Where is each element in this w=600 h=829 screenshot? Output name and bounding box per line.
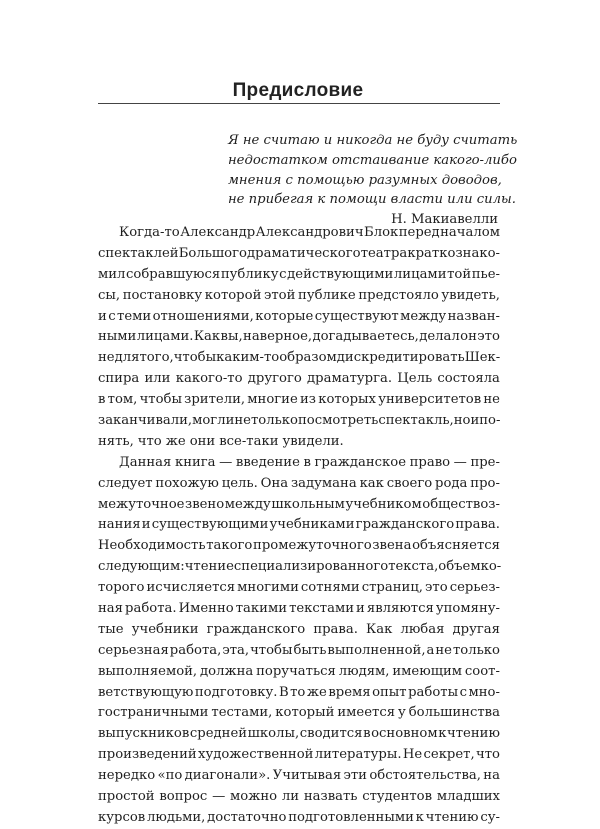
word: тые <box>98 621 124 637</box>
word: подготовленными <box>288 809 414 825</box>
word: эта, <box>222 642 250 658</box>
word: в <box>303 454 311 470</box>
word: курсов <box>98 809 146 825</box>
word: зрители, <box>184 392 246 408</box>
word: чтению <box>447 726 500 742</box>
paragraph-line <box>98 223 500 244</box>
word: действующими <box>287 266 394 282</box>
paragraph-line <box>98 641 500 662</box>
word: публику <box>220 266 279 282</box>
paragraph-line <box>98 411 500 432</box>
word: том, <box>107 392 138 408</box>
word: которых <box>318 392 376 408</box>
word: чтобы <box>139 392 182 408</box>
word: серьез- <box>449 580 500 596</box>
word: выпускников <box>98 726 190 742</box>
word: существуют <box>314 308 399 324</box>
word: между <box>224 496 271 512</box>
word: увидели. <box>282 433 344 449</box>
paragraph-line <box>98 662 500 683</box>
word: людьми, <box>146 809 206 825</box>
paragraph-line <box>98 453 500 474</box>
word: пье- <box>471 266 500 282</box>
word: же <box>165 433 186 449</box>
word: нания <box>98 517 141 533</box>
word: текста, <box>388 559 439 575</box>
paragraph-line <box>98 390 500 411</box>
word: и <box>470 413 480 429</box>
word: и <box>98 308 107 324</box>
epigraph-line: Я не считаю и никогда не буду считать <box>228 133 518 148</box>
word: отношениями, <box>152 308 254 324</box>
word: учебниками <box>269 517 355 533</box>
word: как <box>359 475 384 491</box>
word: «по <box>157 768 183 784</box>
word: время <box>328 684 371 700</box>
paragraph-line <box>98 620 500 641</box>
word: средней <box>189 726 248 742</box>
paragraph-line <box>98 536 500 557</box>
word: объясняется <box>412 538 500 554</box>
word: про- <box>470 475 500 491</box>
paragraph-line <box>98 703 500 724</box>
word: тестами, <box>211 705 273 721</box>
word: литературы. <box>314 747 402 763</box>
paragraph-line <box>98 578 500 599</box>
word: того, <box>139 350 174 366</box>
word: школьным <box>271 496 345 512</box>
word: к <box>438 726 447 742</box>
word: лицами. <box>136 329 194 345</box>
word: произведений <box>98 747 197 763</box>
word: объем <box>438 559 481 575</box>
word: предстояло <box>358 287 439 303</box>
word: чтобы <box>173 350 217 366</box>
word: гражданское <box>314 454 407 470</box>
word: такого <box>206 538 253 554</box>
word: спектаклей <box>98 245 179 261</box>
word: лицами <box>393 266 447 282</box>
word: многими <box>237 580 299 596</box>
word: в <box>363 726 371 742</box>
paragraph-line <box>98 724 500 745</box>
paragraph-line <box>98 683 500 704</box>
word: Блок <box>364 225 399 240</box>
word: — <box>212 789 226 805</box>
word: не <box>234 413 251 429</box>
word: — <box>219 454 233 470</box>
word: мно- <box>468 684 500 700</box>
word: право <box>409 454 451 470</box>
word: быть <box>293 642 327 658</box>
word: секрет, <box>423 747 475 763</box>
word: упомяну- <box>435 601 500 617</box>
word: рода <box>435 475 468 491</box>
word: своего <box>386 475 433 491</box>
word: школы, <box>247 726 300 742</box>
word: делал <box>419 329 460 345</box>
word: каким-то <box>216 350 280 366</box>
word: публике <box>298 287 356 303</box>
word: имеется <box>337 705 396 721</box>
word: должна <box>200 663 254 679</box>
word: Именно <box>178 601 234 617</box>
word: сы, <box>98 287 121 303</box>
paragraph-line <box>98 515 500 536</box>
word: ными <box>98 329 137 345</box>
word: диагонали». <box>184 768 271 784</box>
word: для <box>114 350 140 366</box>
word: студентов <box>362 789 433 805</box>
word: какого-то <box>175 371 243 387</box>
paragraph-line <box>98 432 500 453</box>
word: многие <box>247 392 298 408</box>
epigraph-author: Н. Макиавелли <box>391 212 498 228</box>
paragraph-line <box>98 495 500 516</box>
word: можно <box>230 789 278 805</box>
word: драматического <box>247 245 361 261</box>
word: страниц, <box>361 580 423 596</box>
word: межуточное <box>98 496 185 512</box>
word: задумана <box>290 475 357 491</box>
word: Учитывая <box>272 768 342 784</box>
word: вы, <box>220 329 243 345</box>
word: основном <box>371 726 438 742</box>
word: Шек- <box>464 350 501 366</box>
paragraph-line <box>98 599 500 620</box>
word: сводится <box>299 726 363 742</box>
word: драматурга. <box>307 371 393 387</box>
word: в <box>98 392 106 408</box>
word: могли <box>192 413 235 429</box>
word: той <box>447 266 472 282</box>
word: что <box>476 747 500 763</box>
epigraph-line: мнения с помощью разумных доводов, <box>228 172 502 188</box>
paragraph-line <box>98 557 500 578</box>
title-underline-divider <box>98 103 500 104</box>
word: Большого <box>178 245 247 261</box>
paragraph-line <box>98 766 500 787</box>
word: перед <box>398 225 440 240</box>
word: кратко <box>407 245 456 261</box>
epigraph <box>228 131 518 230</box>
word: из <box>300 392 316 408</box>
word: к <box>415 809 424 825</box>
word: Данная <box>119 454 172 470</box>
word: вопрос <box>159 789 208 805</box>
word: началом <box>440 225 500 240</box>
paragraph-line <box>98 265 500 286</box>
word: назван- <box>447 308 500 324</box>
word: работа. <box>125 601 177 617</box>
word: этой <box>263 287 296 303</box>
word: учебники <box>131 621 199 637</box>
word: же <box>306 684 327 700</box>
word: существующими <box>151 517 269 533</box>
word: гостраничными <box>98 705 209 721</box>
body-text <box>98 223 500 829</box>
word: права. <box>455 517 500 533</box>
word: собравшуюся <box>126 266 221 282</box>
word: спира <box>98 371 140 387</box>
word: он <box>460 329 477 345</box>
paragraph-line <box>98 307 500 328</box>
word: посмотреть <box>297 413 379 429</box>
word: все-таки <box>219 433 279 449</box>
word: обществоз- <box>422 496 500 512</box>
word: догадываетесь, <box>312 329 419 345</box>
word: а <box>426 642 435 658</box>
word: ко- <box>480 559 502 575</box>
word: Необходимость <box>98 538 206 554</box>
paragraph-line <box>98 808 500 829</box>
word: образом <box>279 350 337 366</box>
word: такими <box>235 601 288 617</box>
word: цель. <box>221 475 258 491</box>
word: обстоятельства, <box>369 768 481 784</box>
word: наверное, <box>243 329 313 345</box>
word: не <box>435 642 452 658</box>
paragraph-line <box>98 474 500 495</box>
word: нять, <box>98 433 134 449</box>
word: Когда-то <box>119 225 180 240</box>
paragraph-line <box>98 787 500 808</box>
paragraph-line <box>98 286 500 307</box>
word: или <box>144 371 171 387</box>
paragraph-line <box>98 348 500 369</box>
word: соот- <box>464 663 500 679</box>
word: другая <box>452 621 500 637</box>
word: торого <box>98 580 145 596</box>
word: ветствующую <box>98 684 194 700</box>
word: текстами <box>289 601 354 617</box>
word: В <box>278 684 289 700</box>
word: университетов <box>378 392 482 408</box>
word: опыт <box>372 684 407 700</box>
word: звено <box>185 496 225 512</box>
word: знако- <box>455 245 500 261</box>
paragraph-line <box>98 369 500 390</box>
word: чтению <box>425 809 479 825</box>
word: пре- <box>470 454 500 470</box>
word: достаточно <box>207 809 287 825</box>
word: работа, <box>169 642 222 658</box>
word: что <box>137 433 162 449</box>
word: гражданского <box>206 621 306 637</box>
word: похожую <box>155 475 219 491</box>
word: которой <box>204 287 262 303</box>
word: большинства <box>408 705 500 721</box>
word: чтобы <box>250 642 293 658</box>
word: постановку <box>122 287 203 303</box>
word: Александрович <box>255 225 364 240</box>
word: другого <box>247 371 302 387</box>
word: простой <box>98 789 155 805</box>
word: с <box>279 266 287 282</box>
word: серьезная <box>98 642 169 658</box>
word: заканчивали, <box>98 413 193 429</box>
word: чтение <box>184 559 234 575</box>
word: ная <box>98 601 123 617</box>
word: который <box>275 705 335 721</box>
word: то <box>290 684 306 700</box>
epigraph-line: не прибегая к помощи власти или силы. <box>228 192 516 208</box>
word: с <box>459 684 467 700</box>
word: и <box>141 517 151 533</box>
word: работы <box>408 684 459 700</box>
word: промежуточного <box>253 538 372 554</box>
word: художественной <box>198 747 314 763</box>
word: исчисляется <box>146 580 236 596</box>
word: спектакль, <box>378 413 454 429</box>
word: книга <box>174 454 216 470</box>
word: звена <box>372 538 412 554</box>
word: подготовку. <box>194 684 278 700</box>
word: сотнями <box>300 580 360 596</box>
epigraph-line: недостатком отстаивание какого-либо <box>228 152 517 168</box>
word: выполняемой, <box>98 663 198 679</box>
word: гражданского <box>355 517 455 533</box>
word: учебником <box>345 496 422 512</box>
word: Не <box>402 747 423 763</box>
word: специализированного <box>233 559 389 575</box>
paragraph-line <box>98 745 500 766</box>
word: являются <box>366 601 434 617</box>
word: увидеть, <box>441 287 500 303</box>
word: нередко <box>98 768 156 784</box>
word: теми <box>117 308 152 324</box>
paragraph-line <box>98 244 500 265</box>
word: — <box>453 454 467 470</box>
word: Цель <box>397 371 433 387</box>
word: эти <box>343 768 367 784</box>
word: и <box>356 601 365 617</box>
word: на <box>483 768 500 784</box>
word: но <box>453 413 471 429</box>
word: младших <box>436 789 500 805</box>
word: это <box>425 580 448 596</box>
word: ли <box>281 789 300 805</box>
word: мил <box>98 266 126 282</box>
word: су- <box>480 809 500 825</box>
word: не <box>483 392 500 408</box>
word: права. <box>313 621 358 637</box>
word: состояла <box>437 371 500 387</box>
word: у <box>398 705 406 721</box>
paragraph-line <box>98 327 500 348</box>
word: между <box>400 308 447 324</box>
word: введение <box>235 454 300 470</box>
word: только <box>251 413 298 429</box>
page-title: Предисловие <box>232 80 364 101</box>
word: следующим: <box>98 559 185 575</box>
word: любая <box>400 621 445 637</box>
word: не <box>98 350 115 366</box>
word: поручаться <box>256 663 336 679</box>
word: людям, <box>338 663 390 679</box>
word: назвать <box>303 789 358 805</box>
word: по- <box>479 413 501 429</box>
word: театра <box>360 245 408 261</box>
word: которые <box>255 308 314 324</box>
word: Как <box>193 329 221 345</box>
word: следует <box>98 475 153 491</box>
word: дискредитировать <box>336 350 465 366</box>
word: только <box>453 642 500 658</box>
word: Александр <box>180 225 256 240</box>
word: с <box>108 308 116 324</box>
word: Как <box>366 621 393 637</box>
word: Она <box>260 475 289 491</box>
word: это <box>477 329 500 345</box>
word: имеющим <box>392 663 463 679</box>
word: они <box>189 433 216 449</box>
word: выполненной, <box>327 642 426 658</box>
